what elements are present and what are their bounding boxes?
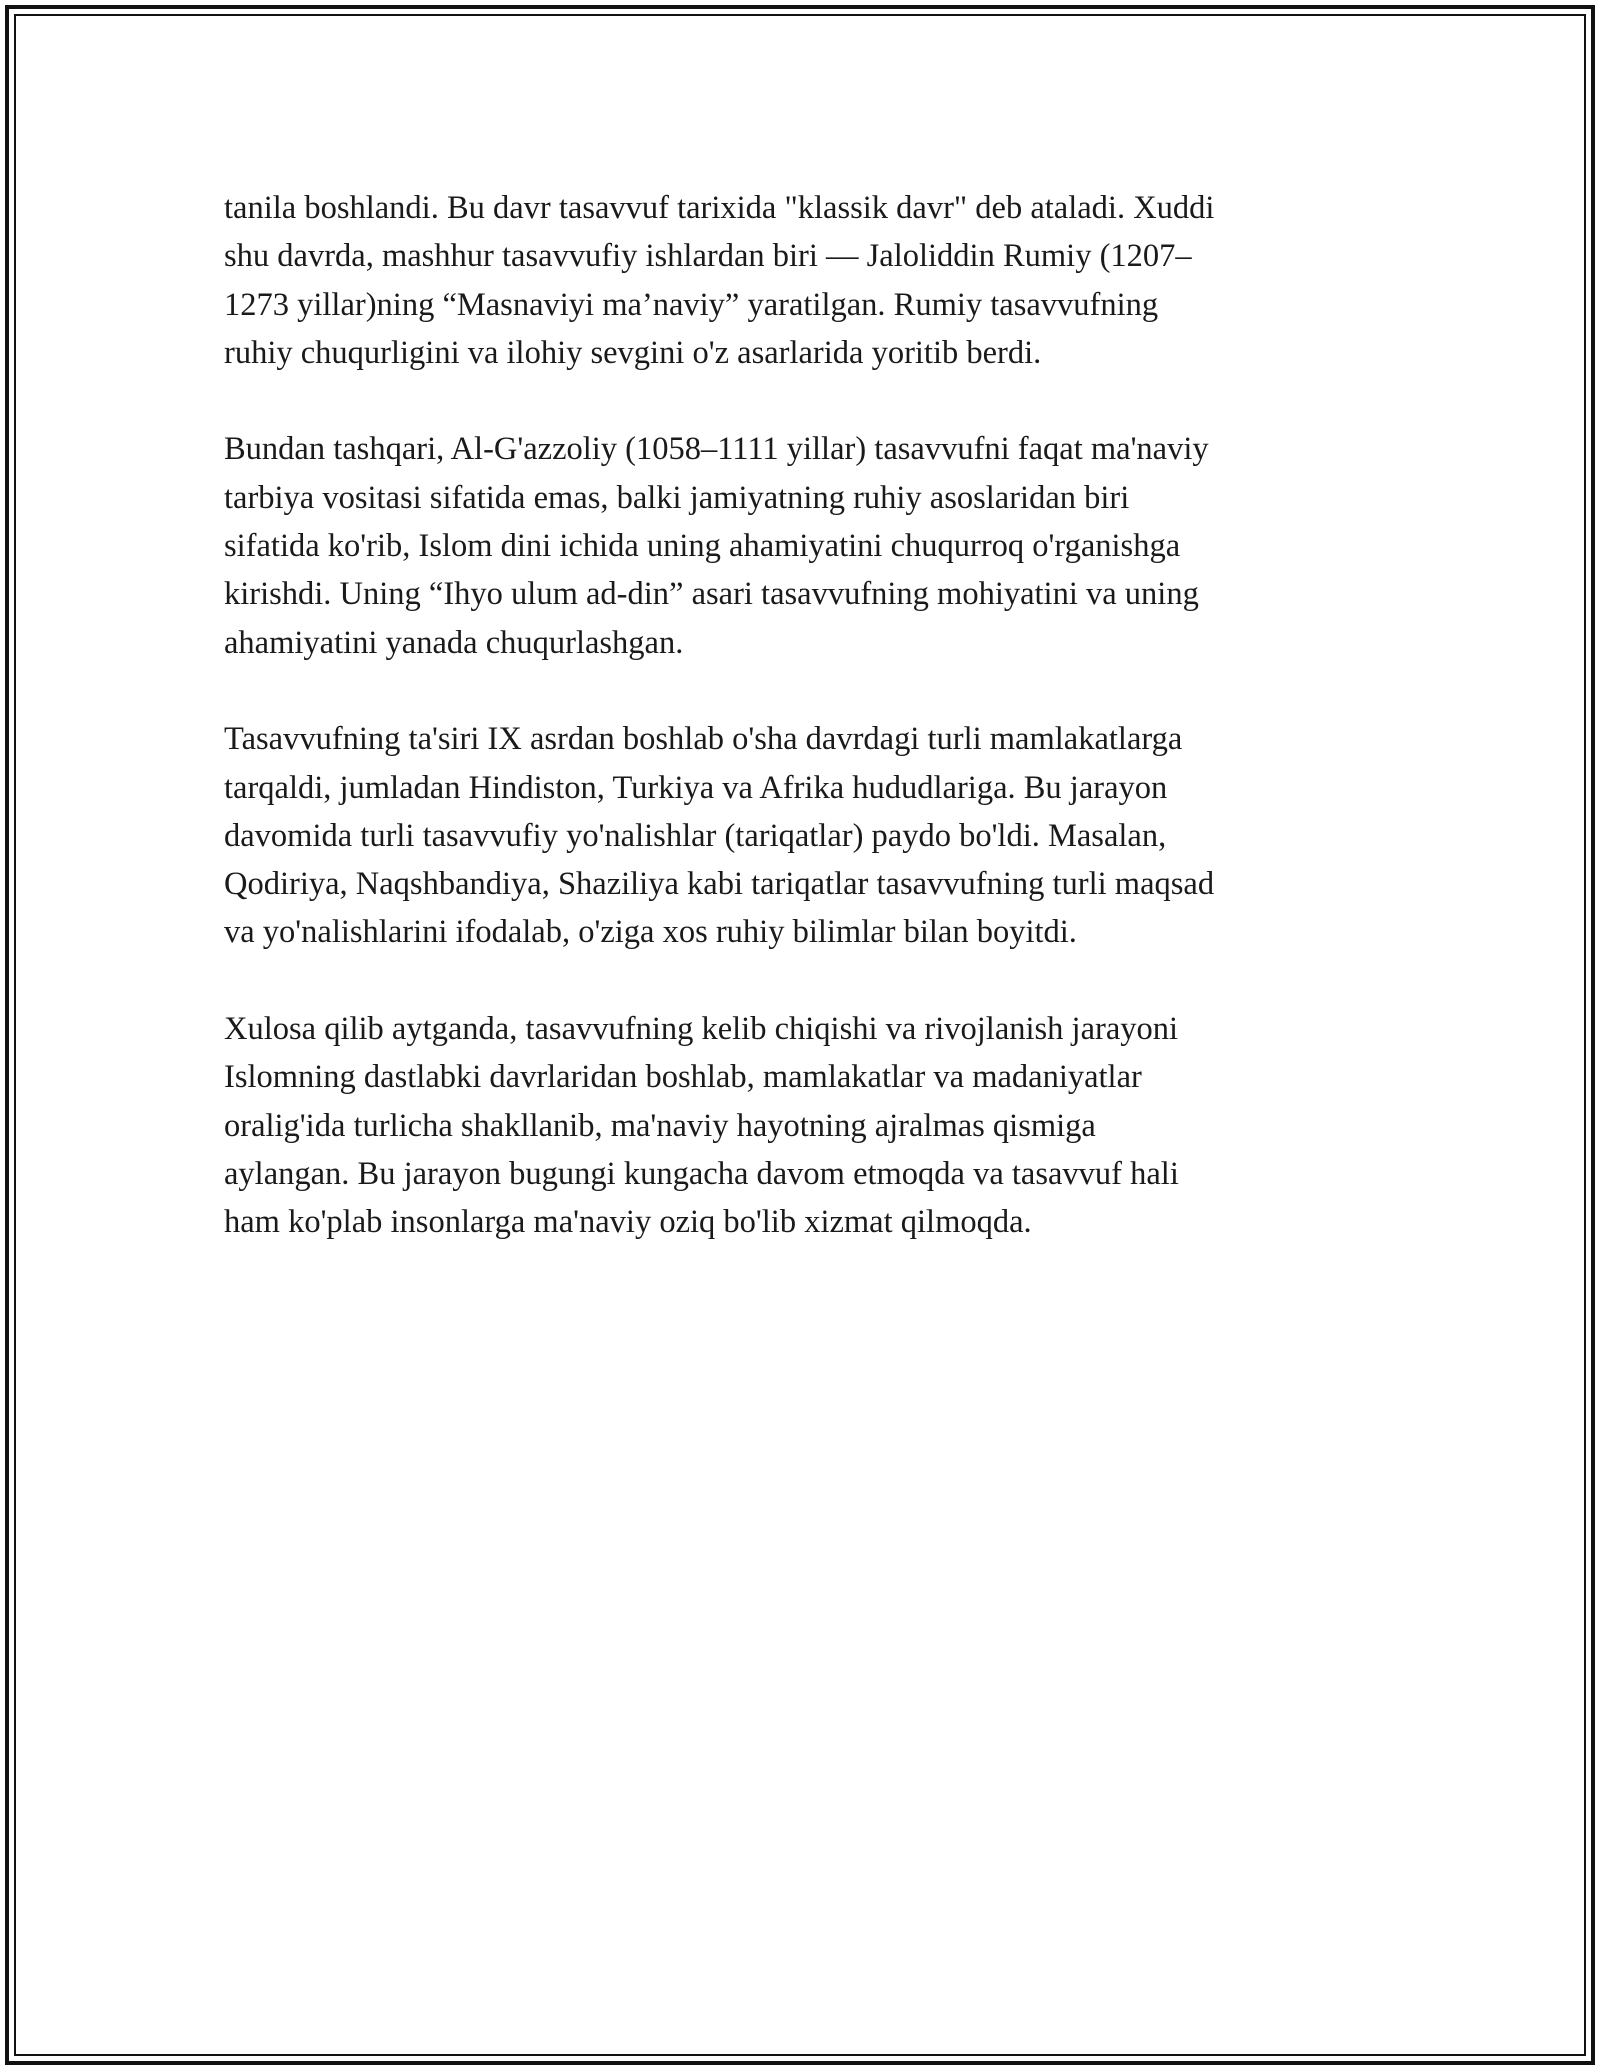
paragraph-line: Islomning dastlabki davrlaridan boshlab, mamlakatlar va madaniyatlar <box>224 1059 1142 1096</box>
paragraph-line: tarbiya vositasi sifatida emas, balki jamiyatning ruhiy asoslaridan biri <box>224 479 1130 516</box>
paragraph-line: Bundan tashqari, Al-G'azzoliy (1058–1111 yillar) tasavvufni faqat ma'naviy <box>224 431 1209 468</box>
paragraph-line: Tasavvufning ta'siri IX asrdan boshlab o'sha davrdagi turli mamlakatlarga <box>224 721 1183 758</box>
paragraph-line: aylangan. Bu jarayon bugungi kungacha davom etmoqda va tasavvuf hali <box>224 1155 1179 1192</box>
paragraph-line: kirishdi. Uning “Ihyo ulum ad-din” asari tasavvufning mohiyatini va uning <box>224 576 1199 613</box>
paragraph-line: va yo'nalishlarini ifodalab, o'ziga xos ruhiy bilimlar bilan boyitdi. <box>224 914 1077 951</box>
paragraph-line: davomida turli tasavvufiy yo'nalishlar (tariqatlar) paydo bo'ldi. Masalan, <box>224 817 1167 854</box>
paragraph-line: oralig'ida turlicha shakllanib, ma'naviy hayotning ajralmas qismiga <box>224 1107 1096 1144</box>
paragraph-line: tanila boshlandi. Bu davr tasavvuf tarixida "klassik davr" deb ataladi. Xuddi <box>224 190 1215 226</box>
paragraph-3 <box>224 715 1384 956</box>
paragraph-line: ahamiyatini yanada chuqurlashgan. <box>224 624 684 661</box>
document-body <box>224 184 1384 1295</box>
paragraph-2 <box>224 425 1384 666</box>
paragraph-line: 1273 yillar)ning “Masnaviyi ma’naviy” yaratilgan. Rumiy tasavvufning <box>224 286 1159 323</box>
paragraph-line: sifatida ko'rib, Islom dini ichida uning ahamiyatini chuqurroq o'rganishga <box>224 528 1181 565</box>
paragraph-line: ruhiy chuqurligini va ilohiy sevgini o'z asarlarida yoritib berdi. <box>224 334 1042 371</box>
paragraph-1 <box>224 184 1384 377</box>
paragraph-line: Xulosa qilib aytganda, tasavvufning kelib chiqishi va rivojlanish jarayoni <box>224 1011 1179 1048</box>
paragraph-line: shu davrda, mashhur tasavvufiy ishlardan biri — Jaloliddin Rumiy (1207– <box>224 238 1192 275</box>
paragraph-4 <box>224 1005 1384 1246</box>
paragraph-line: Qodiriya, Naqshbandiya, Shaziliya kabi tariqatlar tasavvufning turli maqsad <box>224 866 1215 903</box>
paragraph-line: tarqaldi, jumladan Hindiston, Turkiya va Afrika hududlariga. Bu jarayon <box>224 769 1168 806</box>
paragraph-line: ham ko'plab insonlarga ma'naviy oziq bo'lib xizmat qilmoqda. <box>224 1204 1032 1241</box>
